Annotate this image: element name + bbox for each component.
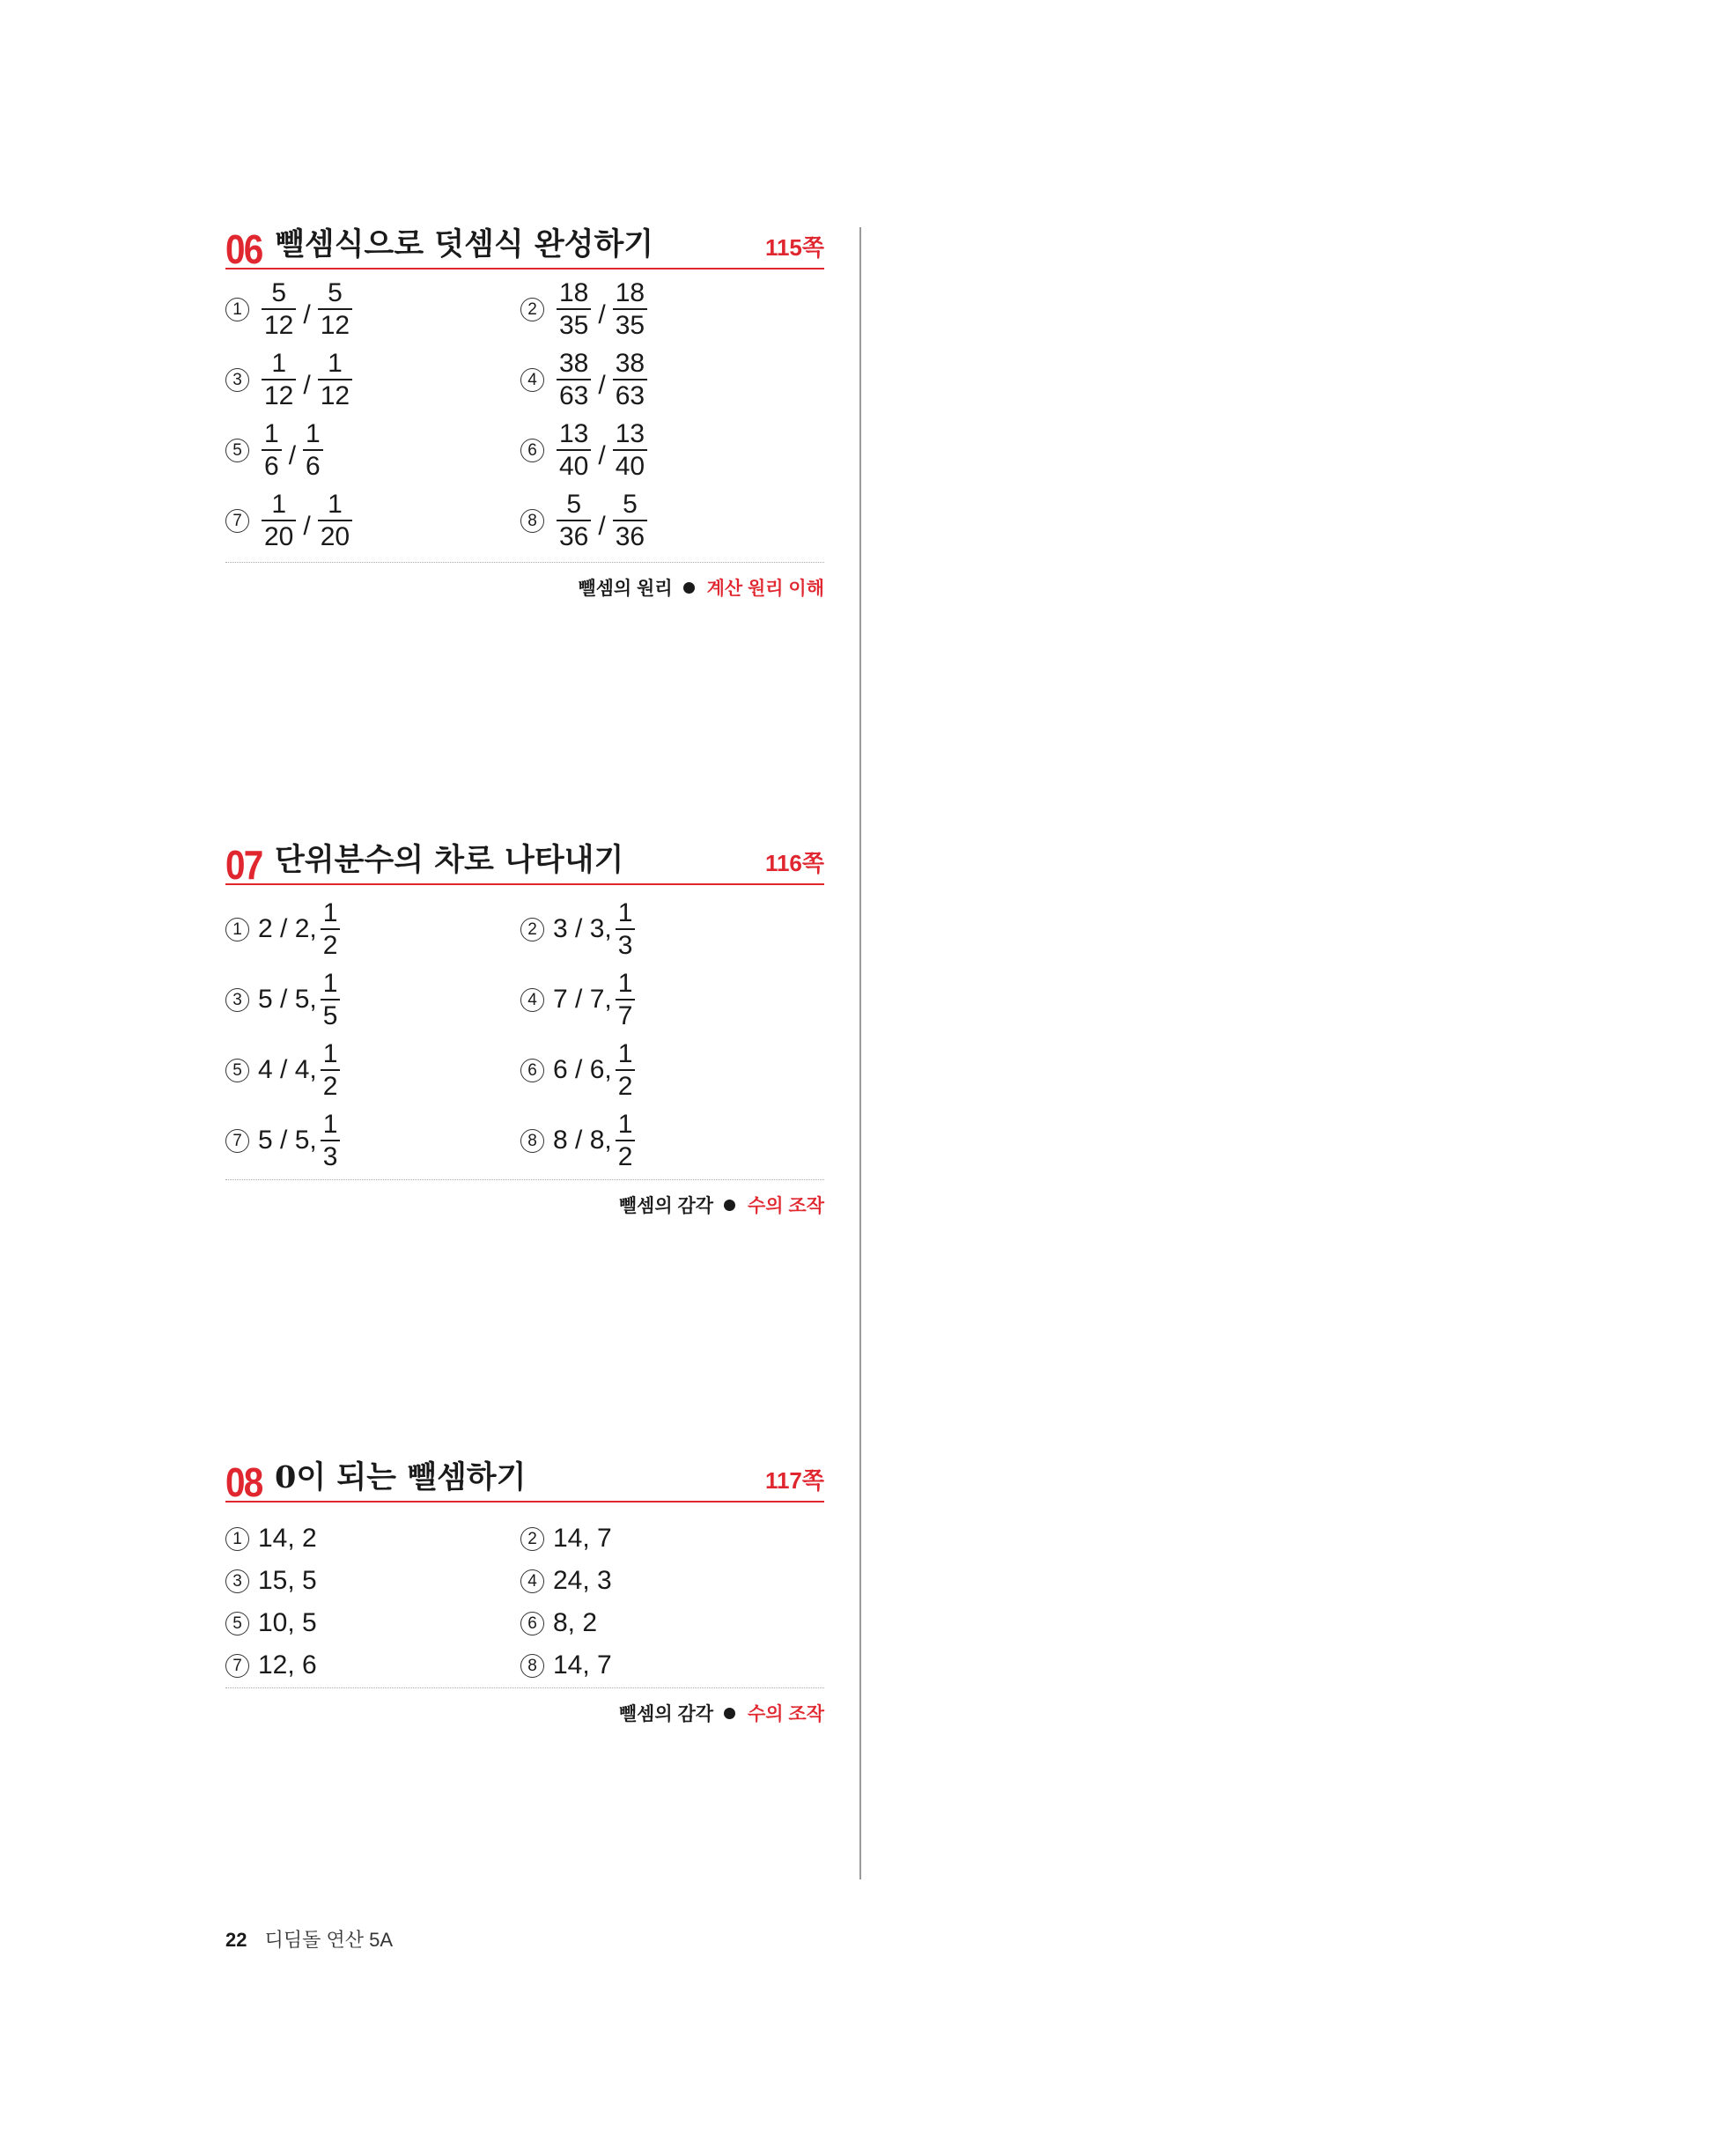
numerator: 5: [623, 490, 638, 519]
answer-marker: 3: [225, 988, 249, 1012]
slash: /: [303, 371, 311, 400]
section-number: 08: [225, 1459, 262, 1505]
numerator: 1: [271, 490, 287, 519]
fraction: [557, 349, 591, 410]
answer-marker: 4: [520, 988, 544, 1012]
denominator: 12: [264, 381, 294, 410]
answer-text: 6 / 6,: [553, 1055, 612, 1084]
answer-item: [520, 490, 651, 551]
section-number: 06: [225, 226, 262, 272]
answer-item: [520, 1608, 597, 1638]
answer-item: [520, 1650, 612, 1680]
answer-item: [520, 1039, 638, 1101]
denominator: 7: [617, 1001, 633, 1030]
fraction-bar: [613, 520, 647, 521]
answer-marker: 8: [520, 1129, 544, 1153]
numerator: 5: [271, 278, 287, 307]
slash: /: [598, 300, 606, 329]
fraction: [557, 419, 591, 481]
section-page-reference: 117쪽: [764, 1467, 824, 1494]
fraction-bar: [557, 449, 591, 451]
answer-marker: 6: [520, 1059, 544, 1082]
fraction-bar: [613, 449, 647, 451]
answer-text: 15, 5: [258, 1566, 317, 1595]
numerator: 18: [615, 278, 645, 307]
answer-item: [520, 349, 651, 410]
answer-item: [520, 278, 651, 340]
numerator: 1: [617, 969, 633, 998]
denominator: 12: [320, 381, 350, 410]
tag-value: 수의 조작: [748, 1196, 824, 1216]
numerator: 38: [615, 349, 645, 378]
answer-item: [520, 898, 638, 960]
fraction-bar: [557, 520, 591, 521]
answer-marker: 4: [520, 1569, 544, 1593]
denominator: 63: [615, 381, 645, 410]
denominator: 40: [559, 452, 589, 481]
fraction: [262, 490, 296, 551]
fraction-bar: [321, 999, 341, 1000]
tag-category: 뺄셈의 원리: [578, 579, 673, 599]
numerator: 1: [322, 898, 338, 927]
answer-item: [225, 1650, 317, 1680]
denominator: 2: [617, 1142, 633, 1171]
fraction-bar: [321, 928, 341, 930]
fraction-bar: [262, 379, 296, 380]
fraction-bar: [557, 379, 591, 380]
bullet-dot: [724, 1708, 735, 1719]
numerator: 1: [328, 349, 343, 378]
answer-item: [225, 1524, 317, 1554]
fraction-bar: [318, 379, 352, 380]
numerator: 1: [322, 1110, 338, 1139]
answer-item: [225, 1039, 343, 1101]
denominator: 6: [306, 452, 321, 481]
section-header: [225, 834, 824, 888]
numerator: 1: [306, 419, 321, 448]
answer-item: [225, 898, 343, 960]
fraction: [613, 419, 647, 481]
page-number: 22: [225, 1929, 247, 1951]
fraction-bar: [616, 1140, 636, 1141]
section-tag: [619, 1700, 824, 1726]
denominator: 12: [320, 311, 350, 340]
fraction: [616, 1110, 636, 1171]
answer-text: 5 / 5,: [258, 1126, 317, 1155]
answer-marker: 4: [520, 368, 544, 392]
fraction-bar: [613, 308, 647, 310]
section-header: [225, 1451, 824, 1503]
section-page-reference: 115쪽: [764, 234, 824, 261]
fraction: [303, 419, 323, 481]
fraction-bar: [616, 928, 636, 930]
answer-marker: 8: [520, 509, 544, 533]
fraction: [262, 278, 296, 340]
answer-item: [520, 1566, 612, 1596]
numerator: 1: [264, 419, 279, 448]
answer-marker: 7: [225, 1129, 249, 1153]
section-tag: [619, 1192, 824, 1218]
numerator: 18: [559, 278, 589, 307]
denominator: 6: [264, 452, 279, 481]
denominator: 36: [615, 522, 645, 551]
fraction: [318, 278, 352, 340]
fraction: [321, 1110, 341, 1171]
slash: /: [303, 512, 311, 541]
numerator: 1: [271, 349, 287, 378]
fraction-bar: [262, 520, 296, 521]
slash: /: [598, 371, 606, 400]
numerator: 1: [617, 1110, 633, 1139]
bullet-dot: [683, 582, 695, 594]
slash: /: [598, 512, 606, 541]
answer-marker: 6: [520, 1612, 544, 1635]
answer-text: 14, 2: [258, 1524, 317, 1553]
answer-text: 2 / 2,: [258, 914, 317, 943]
answer-marker: 8: [520, 1654, 544, 1678]
fraction: [616, 898, 636, 960]
tag-category: 뺄셈의 감각: [618, 1704, 714, 1724]
fraction-bar: [616, 1069, 636, 1071]
fraction-bar: [557, 308, 591, 310]
answer-marker: 3: [225, 1569, 249, 1593]
denominator: 40: [615, 452, 645, 481]
numerator: 13: [615, 419, 645, 448]
numerator: 13: [559, 419, 589, 448]
answer-item: [225, 1566, 317, 1596]
section-number: 07: [225, 842, 262, 888]
section-title: 뺄셈식으로 덧셈식 완성하기: [275, 226, 654, 262]
fraction: [613, 490, 647, 551]
answer-item: [225, 1608, 317, 1638]
bullet-dot: [724, 1200, 735, 1211]
slash: /: [303, 300, 311, 329]
section-08: [225, 1451, 824, 1724]
answer-item: [225, 278, 356, 340]
section-title: 0이 되는 뺄셈하기: [275, 1459, 527, 1495]
answer-item: [225, 1110, 343, 1171]
answer-text: 24, 3: [553, 1566, 612, 1595]
fraction: [318, 490, 352, 551]
numerator: 5: [328, 278, 343, 307]
fraction: [318, 349, 352, 410]
slash: /: [598, 441, 606, 470]
answer-marker: 1: [225, 1527, 249, 1551]
denominator: 5: [322, 1001, 338, 1030]
answer-marker: 7: [225, 1654, 249, 1678]
numerator: 1: [617, 898, 633, 927]
fraction-bar: [321, 1140, 341, 1141]
answer-marker: 1: [225, 298, 249, 321]
section-tag: [578, 574, 824, 601]
section-divider: [225, 1179, 824, 1180]
answer-item: [225, 969, 343, 1030]
tag-category: 뺄셈의 감각: [618, 1196, 714, 1216]
section-divider: [225, 562, 824, 563]
answer-text: 10, 5: [258, 1608, 317, 1637]
answer-marker: 2: [520, 298, 544, 321]
denominator: 12: [264, 311, 294, 340]
answer-item: [520, 419, 651, 481]
fraction: [262, 419, 282, 481]
answer-text: 14, 7: [553, 1524, 612, 1553]
fraction-bar: [303, 449, 323, 451]
answer-text: 4 / 4,: [258, 1055, 317, 1084]
answer-item: [520, 1524, 612, 1554]
answer-text: 14, 7: [553, 1650, 612, 1680]
fraction: [557, 278, 591, 340]
answer-text: 8, 2: [553, 1608, 598, 1637]
fraction-bar: [321, 1069, 341, 1071]
answer-item: [225, 419, 327, 481]
denominator: 36: [559, 522, 589, 551]
answer-marker: 5: [225, 439, 249, 462]
denominator: 2: [617, 1072, 633, 1101]
answer-marker: 7: [225, 509, 249, 533]
fraction-bar: [262, 308, 296, 310]
denominator: 35: [615, 311, 645, 340]
fraction: [557, 490, 591, 551]
answer-text: 8 / 8,: [553, 1126, 612, 1155]
answer-marker: 2: [520, 1527, 544, 1551]
denominator: 35: [559, 311, 589, 340]
column-divider: [859, 227, 861, 1879]
denominator: 2: [322, 931, 338, 960]
numerator: 1: [328, 490, 343, 519]
section-06: [225, 218, 824, 599]
section-title: 단위분수의 차로 나타내기: [275, 842, 624, 878]
fraction-bar: [616, 999, 636, 1000]
answer-text: 5 / 5,: [258, 985, 317, 1014]
answer-marker: 3: [225, 368, 249, 392]
slash: /: [288, 441, 297, 470]
numerator: 1: [322, 969, 338, 998]
tag-value: 수의 조작: [748, 1704, 824, 1724]
answer-marker: 6: [520, 439, 544, 462]
answer-text: 12, 6: [258, 1650, 317, 1680]
fraction: [321, 969, 341, 1030]
answer-item: [520, 969, 638, 1030]
answer-item: [225, 349, 356, 410]
denominator: 20: [320, 522, 350, 551]
fraction: [613, 278, 647, 340]
section-divider: [225, 1687, 824, 1688]
answer-item: [520, 1110, 638, 1171]
numerator: 1: [617, 1039, 633, 1068]
fraction: [262, 349, 296, 410]
fraction: [616, 969, 636, 1030]
book-title: 디딤돌 연산 5A: [264, 1929, 394, 1951]
section-header: [225, 218, 824, 270]
page-footer: [225, 1925, 393, 1953]
numerator: 5: [566, 490, 582, 519]
fraction: [613, 349, 647, 410]
answer-marker: 1: [225, 918, 249, 941]
section-page-reference: 116쪽: [764, 850, 824, 876]
denominator: 20: [264, 522, 294, 551]
fraction: [616, 1039, 636, 1101]
fraction-bar: [262, 449, 282, 451]
denominator: 3: [617, 931, 633, 960]
fraction-bar: [613, 379, 647, 380]
numerator: 1: [322, 1039, 338, 1068]
answer-marker: 5: [225, 1059, 249, 1082]
fraction: [321, 898, 341, 960]
answer-marker: 5: [225, 1612, 249, 1635]
fraction-bar: [318, 520, 352, 521]
numerator: 38: [559, 349, 589, 378]
section-07: [225, 834, 824, 1216]
fraction-bar: [318, 308, 352, 310]
denominator: 63: [559, 381, 589, 410]
answer-text: 7 / 7,: [553, 985, 612, 1014]
denominator: 2: [322, 1072, 338, 1101]
answer-text: 3 / 3,: [553, 914, 612, 943]
fraction: [321, 1039, 341, 1101]
denominator: 3: [322, 1142, 338, 1171]
answer-item: [225, 490, 356, 551]
answer-marker: 2: [520, 918, 544, 941]
tag-value: 계산 원리 이해: [706, 579, 824, 599]
